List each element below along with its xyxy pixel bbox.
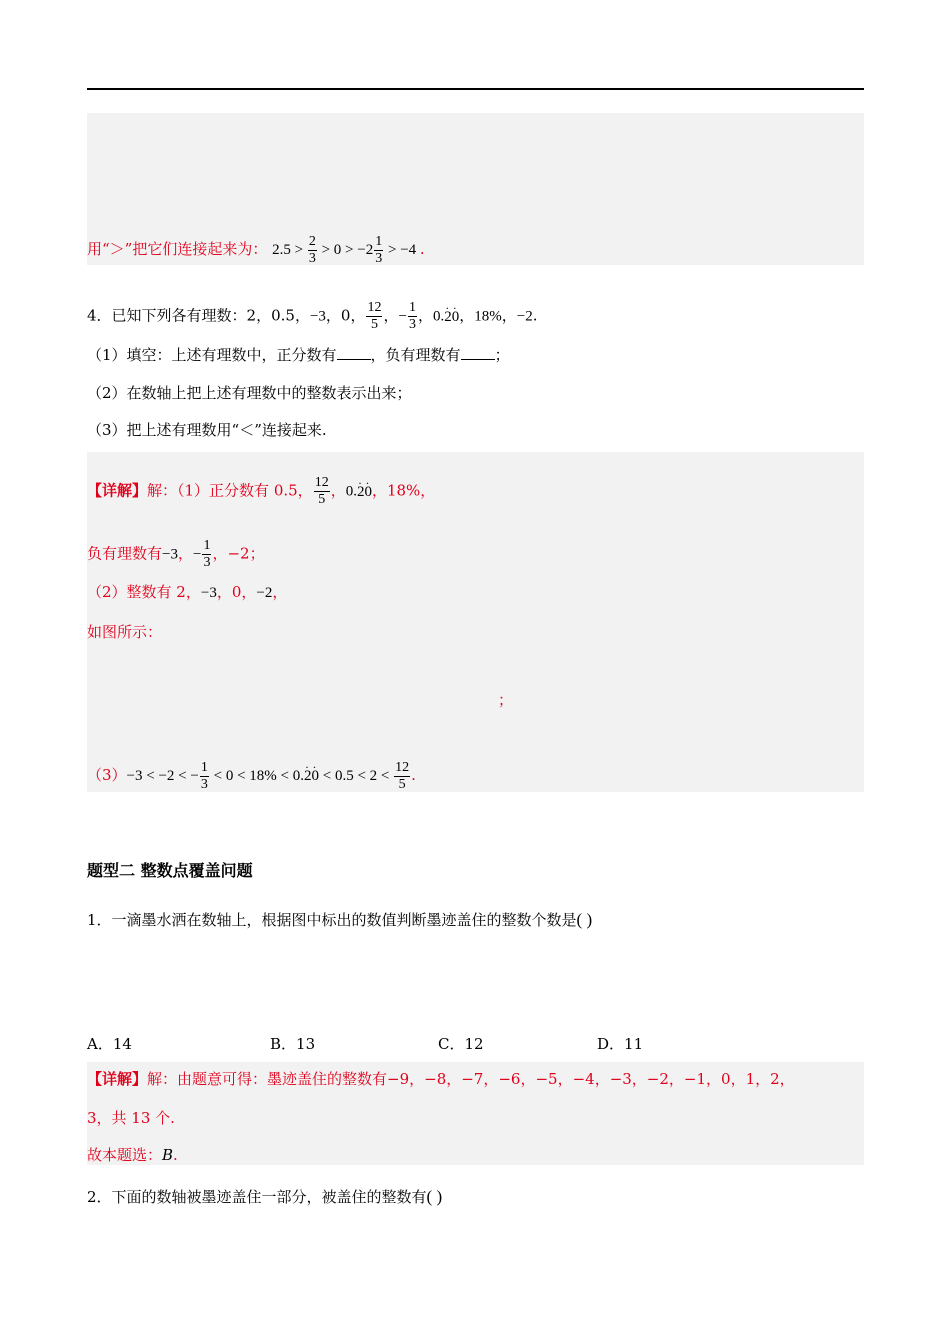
header-rule [87, 88, 864, 90]
number: −2 [516, 308, 533, 325]
fraction [202, 538, 211, 571]
separator: ，0， [216, 583, 257, 601]
denominator: 3 [308, 251, 316, 266]
denominator: 3 [375, 251, 383, 266]
answer-text: ，18%， [371, 481, 436, 500]
minus-sign: − [398, 308, 407, 325]
detail-tag: 【详解】 [87, 1070, 148, 1088]
choice-c[interactable]: C．12 [438, 1035, 484, 1053]
q4-answer-line2 [87, 538, 265, 571]
q4-answer-line1 [87, 475, 435, 508]
denominator: 3 [408, 317, 416, 332]
answer-blank[interactable] [337, 345, 371, 360]
s2-answer-line3 [87, 1145, 178, 1165]
s2-q2-stem [87, 1187, 442, 1207]
numerator: 1 [200, 760, 208, 775]
part-label: （3） [87, 765, 127, 784]
repeat-digit: · 2 [304, 768, 312, 784]
q4-answer-line3 [87, 582, 287, 603]
chain-part: < 0.5 < 2 < [318, 767, 394, 784]
period: . [411, 765, 416, 784]
denominator: 5 [318, 492, 326, 507]
denominator: 5 [370, 317, 378, 332]
number: −3 [200, 585, 217, 601]
q1-text: 1．一滴墨水洒在数轴上，根据图中标出的数值判断墨迹盖住的整数个数是 [87, 911, 577, 929]
separator: ，0， [325, 306, 366, 325]
s2-answer-line2: 3，共 13 个. [87, 1109, 175, 1127]
repeat-digit: · 2 [357, 484, 365, 500]
chain-part: < 0 < 18% < 0. [209, 767, 304, 784]
q4-answer-semicolon: ； [498, 691, 514, 709]
separator: ， [272, 583, 288, 601]
fraction [314, 475, 330, 508]
answer-blank[interactable] [461, 345, 495, 360]
answer-text: 故本题选： [87, 1146, 163, 1164]
q4-part2: （2）在数轴上把上述有理数中的整数表示出来； [87, 384, 412, 402]
repeat-digit: · 0 [364, 484, 372, 500]
answer-prefix: 用“＞”把它们连接起来为： [87, 239, 268, 258]
repeating-decimal [346, 484, 372, 500]
period: . [419, 239, 425, 258]
chain-part: 2.5 > [272, 241, 307, 258]
q4-part3: （3）把上述有理数用“＜”连接起来. [87, 421, 327, 439]
detail-tag: 【详解】 [87, 481, 148, 500]
repeat-digit: · 0 [452, 309, 460, 325]
fraction [374, 234, 383, 267]
answer-paren: ( ) [426, 1187, 443, 1206]
number: −3 [309, 308, 326, 325]
s2-answer-line1 [87, 1069, 795, 1089]
separator: ， [383, 306, 399, 325]
denominator: 3 [203, 555, 211, 570]
repeat-digit: · 0 [311, 768, 319, 784]
separator: ， [177, 544, 193, 563]
section-title: 题型二 整数点覆盖问题 [87, 861, 253, 880]
answer-text: （2）整数有 2， [87, 583, 201, 601]
q4-part1 [87, 345, 510, 365]
choice-a[interactable]: A．14 [87, 1035, 132, 1053]
s2-q1-stem [87, 910, 592, 930]
numerator: 2 [308, 234, 316, 249]
answer-paren: ( ) [576, 910, 593, 929]
part1-text: ； [494, 346, 510, 364]
answer-text: ，−2； [212, 544, 265, 563]
numerator: 1 [408, 300, 416, 315]
numerator: 12 [367, 300, 382, 315]
answer-text: 解：由题意可得：墨迹盖住的整数有−9，−8，−7，−6，−5，−4，−3，−2，−1，0，1，2， [147, 1070, 795, 1088]
period: . [173, 1146, 178, 1164]
number: −2 [256, 585, 273, 601]
q2-text: 2．下面的数轴被墨迹盖住一部分，被盖住的整数有 [87, 1188, 427, 1206]
answer-text: 负有理数有 [87, 544, 163, 563]
fraction [308, 234, 317, 267]
repeat-digit: · 2 [444, 309, 452, 325]
q4-answer-line6 [87, 760, 416, 793]
repeating-decimal [433, 309, 459, 325]
minus-sign: − [193, 546, 202, 563]
denominator: 5 [398, 777, 406, 792]
separator: ， [459, 306, 475, 325]
fraction [394, 760, 410, 793]
answer-text: 解：（1）正分数有 0.5， [147, 481, 313, 500]
answer-chain-line [87, 234, 425, 267]
part1-text: ，负有理数有 [370, 346, 461, 364]
period: . [532, 306, 538, 325]
numerator: 1 [375, 234, 383, 249]
inequality-chain [272, 234, 420, 266]
q4-stem [87, 300, 538, 333]
fraction [366, 300, 382, 333]
choice-d[interactable]: D．11 [597, 1035, 644, 1053]
numerator: 1 [203, 538, 211, 553]
fraction [200, 760, 209, 793]
chain-part: > 0 > −2 [317, 241, 374, 258]
separator: ， [330, 481, 346, 500]
separator: ， [501, 306, 517, 325]
choice-b[interactable]: B．13 [270, 1035, 316, 1053]
number: −3 [162, 546, 178, 563]
numerator: 12 [314, 475, 329, 490]
part1-text: （1）填空：上述有理数中，正分数有 [87, 346, 337, 364]
percent: 18% [474, 308, 502, 325]
decimal-part: 0. [432, 308, 445, 325]
q4-stem-text: 4．已知下列各有理数：2，0.5， [87, 306, 310, 325]
fraction [408, 300, 417, 333]
denominator: 3 [200, 777, 208, 792]
numerator: 12 [395, 760, 410, 775]
separator: ， [417, 306, 433, 325]
inequality-chain [126, 760, 412, 792]
decimal-part: 0. [345, 483, 357, 500]
answer-choice: B [162, 1146, 174, 1164]
chain-part: −3 < −2 < − [126, 767, 199, 784]
chain-part: > −4 [384, 241, 417, 258]
q4-answer-line4: 如图所示： [87, 623, 163, 641]
